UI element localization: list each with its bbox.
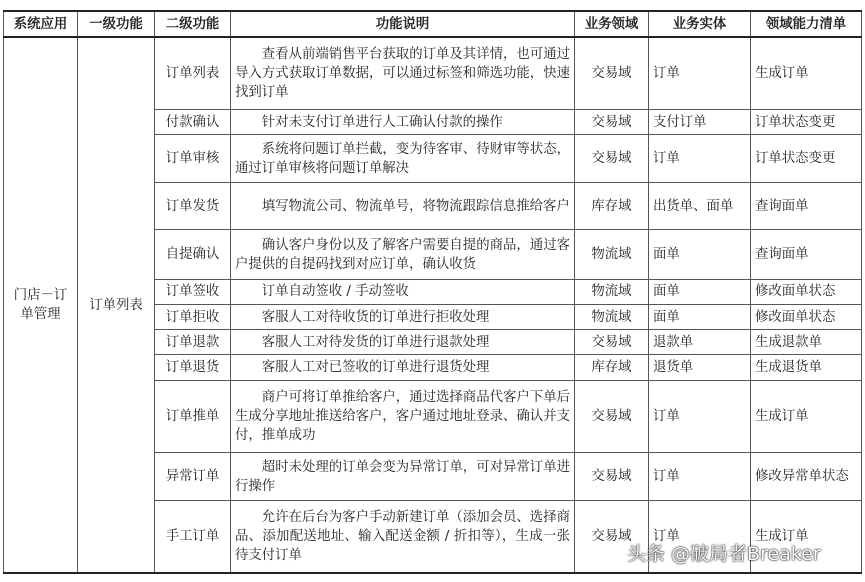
capability-cell: 订单状态变更 [751,135,862,182]
level2-cell: 异常订单 [155,453,231,500]
domain-cell: 交易域 [575,500,649,573]
capability-cell: 生成订单 [751,380,862,453]
description-cell: 商户可将订单推给客户，通过选择商品代客户下单后生成分享地址推送给客户，客户通过地址登录、确认并支付，推单成功 [231,380,575,453]
header-system-app: 系统应用 [4,11,78,37]
entity-cell: 退款单 [649,330,751,355]
description-cell: 填写物流公司、物流单号，将物流跟踪信息推给客户 [231,182,575,229]
entity-cell: 订单 [649,500,751,573]
level2-cell: 订单发货 [155,182,231,229]
domain-cell: 物流域 [575,279,649,304]
description-cell: 订单自动签收 / 手动签收 [231,279,575,304]
header-level2: 二级功能 [155,11,231,37]
entity-cell: 支付订单 [649,110,751,135]
capability-cell: 生成订单 [751,37,862,110]
description-cell: 系统将问题订单拦截，变为待客审、待财审等状态，通过订单审核将问题订单解决 [231,135,575,182]
entity-cell: 面单 [649,279,751,304]
header-capability: 领域能力清单 [751,11,862,37]
entity-cell: 订单 [649,135,751,182]
level2-cell: 付款确认 [155,110,231,135]
feature-table [3,10,862,574]
capability-cell: 修改面单状态 [751,304,862,329]
description-cell: 允许在后台为客户手动新建订单（添加会员、选择商品、添加配送地址、输入配送金额 / 折扣等），生成一张待支付订单 [231,500,575,573]
domain-cell: 库存域 [575,182,649,229]
capability-cell: 生成退货单 [751,355,862,380]
header-level1: 一级功能 [78,11,155,37]
entity-cell: 订单 [649,380,751,453]
description-cell: 确认客户身份以及了解客户需要自提的商品，通过客户提供的自提码找到对应订单，确认收货 [231,230,575,279]
entity-cell: 订单 [649,453,751,500]
domain-cell: 交易域 [575,453,649,500]
entity-cell: 退货单 [649,355,751,380]
entity-cell: 面单 [649,230,751,279]
domain-cell: 物流域 [575,230,649,279]
level2-cell: 订单列表 [155,37,231,110]
table-header-row [4,11,862,37]
table-row [4,37,862,110]
domain-cell: 库存域 [575,355,649,380]
level2-cell: 自提确认 [155,230,231,279]
domain-cell: 交易域 [575,135,649,182]
capability-cell: 修改面单状态 [751,279,862,304]
capability-cell: 修改异常单状态 [751,453,862,500]
description-cell: 客服人工对已签收的订单进行退货处理 [231,355,575,380]
capability-cell: 生成退款单 [751,330,862,355]
domain-cell: 交易域 [575,110,649,135]
description-cell: 针对未支付订单进行人工确认付款的操作 [231,110,575,135]
level2-cell: 订单退货 [155,355,231,380]
entity-cell: 订单 [649,37,751,110]
level2-cell: 订单退款 [155,330,231,355]
description-cell: 查看从前端销售平台获取的订单及其详情，也可通过导入方式获取订单数据，可以通过标签和筛选功能，快速找到订单 [231,37,575,110]
header-domain: 业务领域 [575,11,649,37]
system-app-cell: 门店－订单管理 [4,37,78,573]
description-cell: 超时未处理的订单会变为异常订单，可对异常订单进行操作 [231,453,575,500]
level2-cell: 手工订单 [155,500,231,573]
capability-cell: 生成订单 [751,500,862,573]
domain-cell: 交易域 [575,380,649,453]
level2-cell: 订单审核 [155,135,231,182]
level1-cell: 订单列表 [78,37,155,573]
level2-cell: 订单拒收 [155,304,231,329]
header-entity: 业务实体 [649,11,751,37]
capability-cell: 查询面单 [751,230,862,279]
entity-cell: 面单 [649,304,751,329]
domain-cell: 交易域 [575,37,649,110]
capability-cell: 订单状态变更 [751,110,862,135]
level2-cell: 订单推单 [155,380,231,453]
header-description: 功能说明 [231,11,575,37]
watermark: 头条 @破局者Breaker [627,543,821,565]
entity-cell: 出货单、面单 [649,182,751,229]
description-cell: 客服人工对待发货的订单进行退款处理 [231,330,575,355]
domain-cell: 交易域 [575,330,649,355]
description-cell: 客服人工对待收货的订单进行拒收处理 [231,304,575,329]
level2-cell: 订单签收 [155,279,231,304]
domain-cell: 物流域 [575,304,649,329]
capability-cell: 查询面单 [751,182,862,229]
